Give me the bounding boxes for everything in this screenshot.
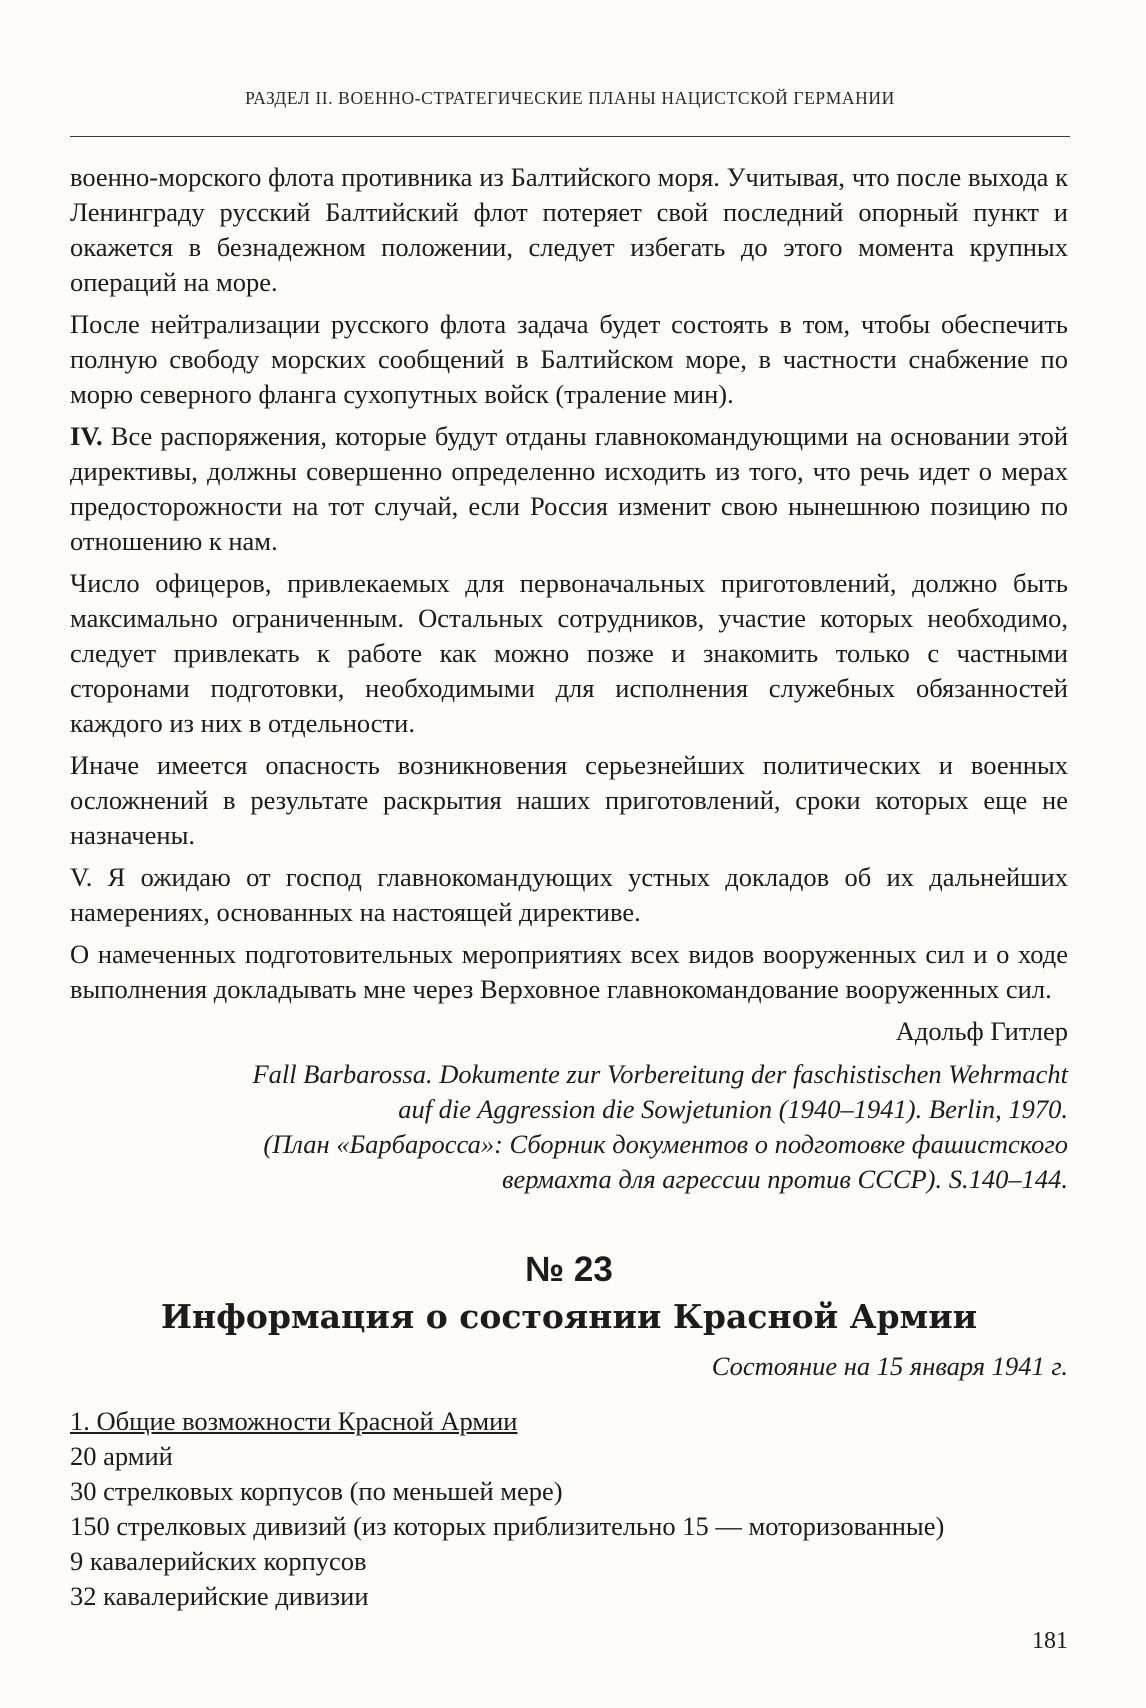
source-line-1: Fall Barbarossa. Dokumente zur Vorbereitung der faschistischen Wehrmacht xyxy=(252,1059,1068,1089)
source-citation xyxy=(70,1057,1068,1197)
paragraph-3-text: Все распоряжения, которые будут отданы главнокомандующими на основании этой директивы, должны совершенно определенно исходить из того, что речь идет о мерах предосторожности на тот случай, если Россия изменит свою нынешнюю позицию по отношению к нам. xyxy=(70,421,1068,556)
section-heading: 1. Общие возможности Красной Армии xyxy=(70,1406,518,1436)
source-line-3: (План «Барбаросса»: Сборник документов о подготовке фашистского xyxy=(263,1129,1068,1159)
list-item: 32 кавалерийские дивизии xyxy=(70,1581,369,1611)
paragraph-6: V. Я ожидаю от господ главнокомандующих устных докладов об их дальнейших намерениях, основанных на настоящей директиве. xyxy=(70,862,1068,927)
paragraph-2: После нейтрализации русского флота задача будет состоять в том, чтобы обеспечить полную свободу морских сообщений в Балтийском море, в частности снабжение по морю северного фланга сухопутных войск (траление мин). xyxy=(70,309,1068,409)
list-item: 150 стрелковых дивизий (из которых приблизительно 15 — моторизованные) xyxy=(70,1511,945,1541)
paragraph-3 xyxy=(70,419,1068,559)
header-rule xyxy=(70,136,1070,137)
paragraph-1: военно-морского флота противника из Балтийского моря. Учитывая, что после выхода к Ленинграду русский Балтийский флот потеряет свой последний опорный пункт и окажется в безнадежном положении, следует избегать до этого момента крупных операций на море. xyxy=(70,162,1068,297)
list-item: 30 стрелковых корпусов (по меньшей мере) xyxy=(70,1476,563,1506)
signature: Адольф Гитлер xyxy=(895,1016,1068,1046)
document-number: № 23 xyxy=(525,1250,613,1289)
paragraph-5: Иначе имеется опасность возникновения серьезнейших политических и военных осложнений в результате раскрытия наших приготовлений, сроки которых еще не назначены. xyxy=(70,750,1068,850)
list-item: 9 кавалерийских корпусов xyxy=(70,1546,367,1576)
paragraph-4: Число офицеров, привлекаемых для первоначальных приготовлений, должно быть максимально ограниченным. Остальных сотрудников, участие которых необходимо, следует привлекать к работе как можно позже и знакомить только с частными сторонами подготовки, необходимыми для исполнения служебных обязанностей каждого из них в отдельности. xyxy=(70,568,1068,738)
body-text xyxy=(70,160,1068,1614)
page-number: 181 xyxy=(1032,1628,1068,1654)
section-mark-iv: IV. xyxy=(70,421,103,451)
list-item: 20 армий xyxy=(70,1441,173,1471)
document-date: Состояние на 15 января 1941 г. xyxy=(711,1351,1068,1381)
source-line-4: вермахта для агрессии против СССР). S.140–144. xyxy=(501,1164,1068,1194)
source-line-2: auf die Aggression die Sowjetunion (1940–1941). Berlin, 1970. xyxy=(398,1094,1068,1124)
document-title: Информация о состоянии Красной Армии xyxy=(160,1297,978,1336)
running-head: РАЗДЕЛ II. ВОЕННО-СТРАТЕГИЧЕСКИЕ ПЛАНЫ НАЦИСТСКОЙ ГЕРМАНИИ xyxy=(245,88,895,108)
paragraph-7: О намеченных подготовительных мероприятиях всех видов вооруженных сил и о ходе выполнения докладывать мне через Верховное главнокомандование вооруженных сил. xyxy=(70,939,1068,1004)
